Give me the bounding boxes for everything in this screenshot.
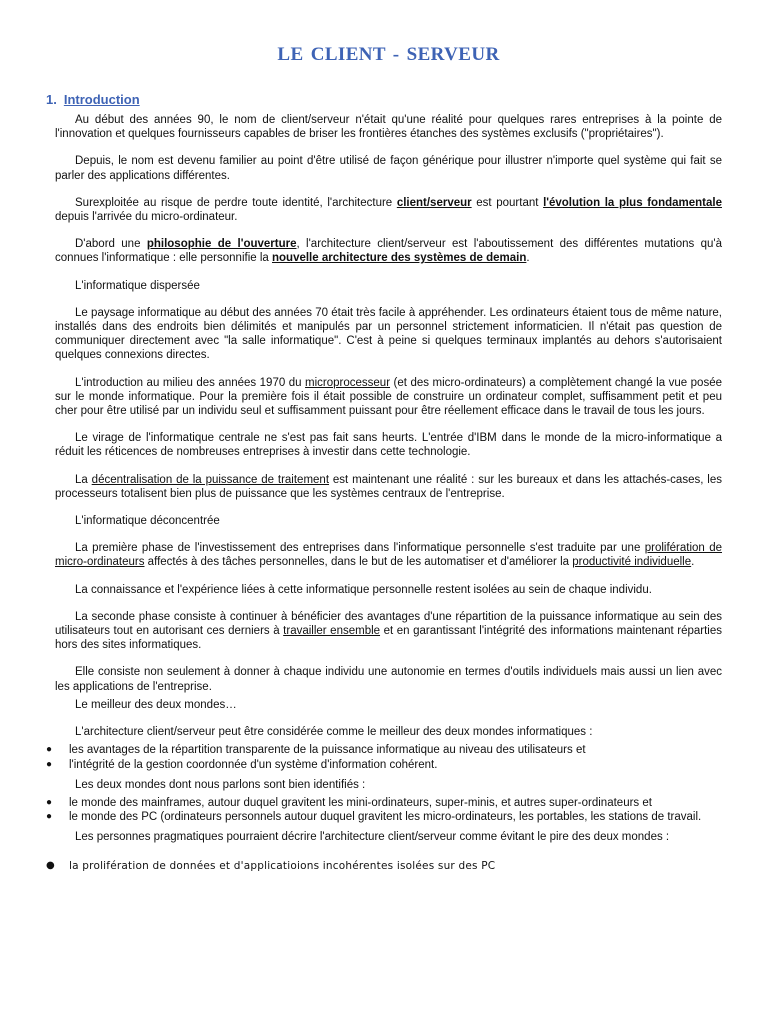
- list-item-text: le monde des PC (ordinateurs personnels autour duquel gravitent les micro-ordinateurs, les portables, les stations de travail.: [69, 811, 702, 824]
- paragraph-4: [55, 237, 722, 265]
- bullet-icon: ●: [46, 859, 55, 871]
- list-item: [46, 758, 722, 772]
- bullet-list-1: [46, 743, 722, 771]
- text-run: et en garantissant l'intégrité des informations maintenant réparties hors des sites informatiques.: [55, 625, 722, 652]
- page-title: LE CLIENT - SERVEUR: [277, 44, 500, 65]
- list-item: [46, 796, 722, 810]
- emphasis-evolution: l'évolution la plus fondamentale: [543, 196, 722, 209]
- bullet-list-3: [46, 859, 722, 873]
- paragraph-8: [55, 473, 722, 501]
- text-run: depuis l'arrivée du micro-ordinateur.: [55, 211, 238, 224]
- paragraph-5: Le paysage informatique au début des années 70 était très facile à appréhender. Les ordinateurs étaient tous de même nature, installés dans des endroits bien délimités et manipulés par un personnel strictement informaticien. Il n'était pas question de communiquer directement avec "la salle informatique". C'est à peine si quelques terminaux implantés au dehors s'autorisaient quelques connexions directes.: [55, 306, 722, 362]
- underline-productivite: productivité individuelle: [572, 556, 692, 569]
- list-item: [46, 743, 722, 757]
- emphasis-client-serveur: client/serveur: [396, 196, 472, 209]
- underline-proliferation: prolifération de micro-ordinateurs: [55, 542, 722, 569]
- text-run: Surexploitée au risque de perdre toute identité, l'architecture: [75, 196, 397, 209]
- list-item: [46, 810, 722, 824]
- underline-microprocesseur: microprocesseur: [305, 376, 391, 389]
- text-run: La première phase de l'investissement des entreprises dans l'informatique personnelle s'est traduite par une: [75, 542, 645, 555]
- subheading-deconcentree: L'informatique déconcentrée: [75, 515, 220, 528]
- text-run: La seconde phase consiste à continuer à bénéficier des avantages d'une répartition de la puissance informatique au sein des utilisateurs tout en autorisant ces derniers à: [55, 610, 722, 638]
- text-run: .: [526, 252, 530, 265]
- underline-travailler-ensemble: travailler ensemble: [283, 625, 381, 638]
- bullet-icon: ●: [46, 811, 53, 823]
- bullet-icon: ●: [46, 744, 53, 756]
- text-run: est pourtant: [471, 196, 544, 209]
- emphasis-philosophie: philosophie de l'ouverture: [146, 238, 297, 251]
- paragraph-1: Au début des années 90, le nom de client/serveur n'était qu'une réalité pour quelques rares entreprises à la pointe de l'innovation et quelques fournisseurs capables de briser les frontières étanches des systèmes exclusifs ("propriétaires").: [55, 114, 722, 141]
- paragraph-2: Depuis, le nom est devenu familier au point d'être utilisé de façon générique pour illustrer n'importe quel système qui fait se parler des applications différentes.: [55, 155, 722, 182]
- paragraph-7: Le virage de l'informatique centrale ne s'est pas fait sans heurts. L'entrée d'IBM dans le monde de la micro-informatique a réduit les réticences de nombreuses entreprises à investir dans cette technologie.: [55, 432, 722, 459]
- list-item-text: les avantages de la répartition transparente de la puissance informatique au niveau des utilisateurs et: [69, 744, 586, 757]
- paragraph-10: La connaissance et l'expérience liées à cette informatique personnelle restent isolées au sein de chaque individu.: [75, 583, 652, 596]
- paragraph-13: L'architecture client/serveur peut être considérée comme le meilleur des deux mondes informatiques :: [75, 726, 593, 739]
- bullet-list-2: [46, 796, 722, 824]
- paragraph-9: [55, 541, 722, 569]
- section-label: Introduction: [63, 92, 140, 107]
- text-run: , l'architecture client/serveur est l'aboutissement des différentes mutations qu'à connues l'informatique : elle personnifie la: [55, 238, 723, 265]
- subheading-dispersee: L'informatique dispersée: [75, 279, 200, 292]
- emphasis-nouvelle-architecture: nouvelle architecture des systèmes de demain: [272, 252, 527, 265]
- list-item-text: la prolifération de données et d'applicatioions incohérentes isolées sur des PC: [69, 859, 496, 872]
- text-run: La: [75, 473, 92, 486]
- list-item: [46, 859, 722, 873]
- paragraph-11: [55, 610, 722, 653]
- text-run: L'introduction au milieu des années 1970 du: [75, 376, 306, 389]
- paragraph-3: [55, 196, 722, 224]
- bullet-icon: ●: [46, 796, 53, 808]
- text-run: D'abord une: [75, 238, 147, 251]
- bullet-icon: ●: [46, 758, 53, 770]
- text-run: affectés à des tâches personnelles, dans le but de les automatiser et d'améliorer la: [144, 556, 573, 569]
- text-run: (et des micro-ordinateurs) a complètement changé la vue posée sur le monde informatique. Pour la première fois il était possible de construire un ordinateur complet, suffisamment petit et peu cher pour être utilisé par un individu seul et suffisamment puissant pour être réellement efficace dans le travail de tous les jours.: [55, 376, 722, 418]
- text-run: est maintenant une réalité : sur les bureaux et dans les attachés-cases, les processeurs totalisent bien plus de puissance que les systèmes centraux de l'entreprise.: [55, 473, 722, 500]
- paragraph-6: [55, 376, 722, 419]
- paragraph-12: Elle consiste non seulement à donner à chaque individu une autonomie en termes d'outils individuels mais aussi un lien avec les applications de l'entreprise.: [55, 666, 722, 693]
- list-item-text: l'intégrité de la gestion coordonnée d'un système d'information cohérent.: [69, 758, 438, 771]
- section-heading: [46, 92, 722, 107]
- text-run: .: [691, 556, 695, 569]
- underline-decentralisation: décentralisation de la puissance de traitement: [91, 473, 330, 486]
- subheading-meilleur: Le meilleur des deux mondes…: [75, 698, 237, 711]
- paragraph-14: Les deux mondes dont nous parlons sont bien identifiés :: [75, 778, 366, 791]
- section-number: 1.: [46, 92, 57, 107]
- paragraph-15: Les personnes pragmatiques pourraient décrire l'architecture client/serveur comme évitant le pire des deux mondes :: [75, 831, 670, 844]
- list-item-text: le monde des mainframes, autour duquel gravitent les mini-ordinateurs, super-minis, et autres super-ordinateurs et: [69, 796, 652, 809]
